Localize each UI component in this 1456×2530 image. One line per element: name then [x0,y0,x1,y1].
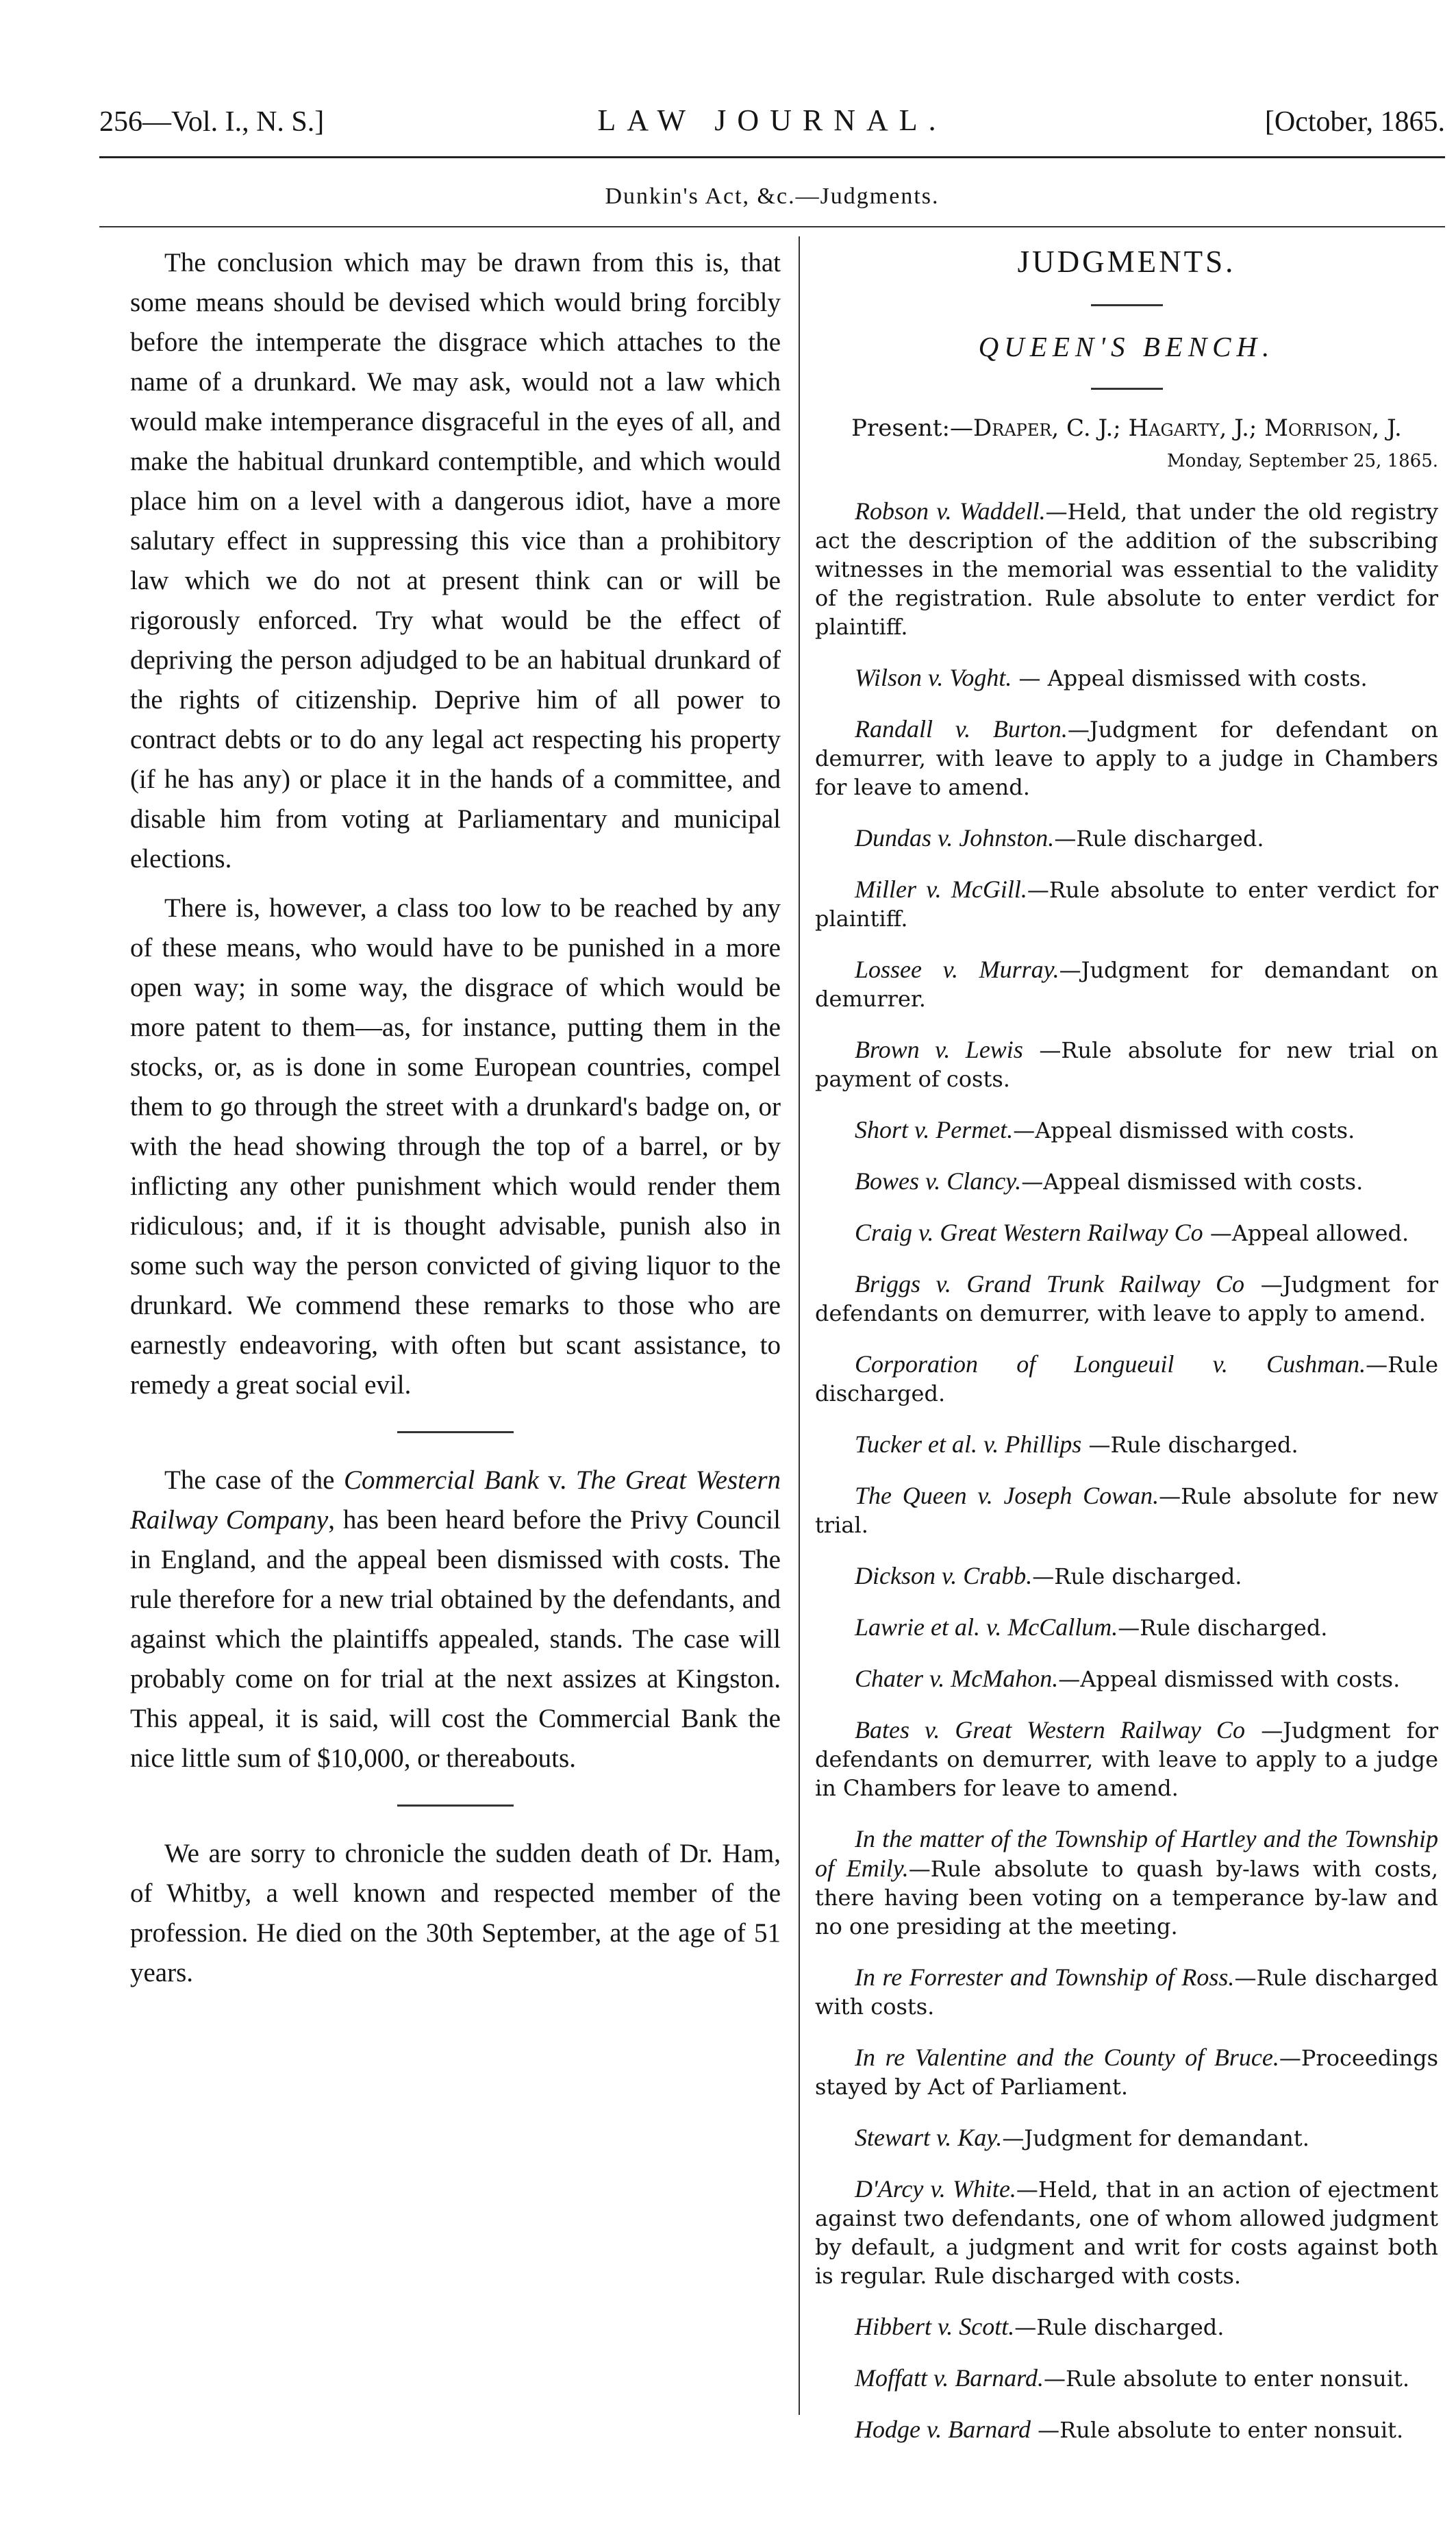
case-name: Corporation of Longueuil v. Cushman. [855,1350,1366,1378]
judgment-entry [815,2123,1438,2153]
sitting-date: Monday, September 25, 1865. [1166,451,1438,471]
case-name: Bowes v. Clancy. [855,1167,1022,1195]
judgment-entry [815,1269,1438,1328]
judgment-text: —Rule absolute for new trial. [815,1483,1438,1538]
judgment-entry [815,955,1438,1013]
judgment-entry [815,1035,1438,1093]
plaintiff-name: Commercial Bank [343,1465,539,1495]
judgment-text: —Proceedings stayed by Act of Parliament. [815,2045,1438,2100]
article-paragraph: The conclusion which may be drawn from this is, that some means should be devised which would bring forcibly before the intemperate the disgrace which attaches to the name of a drunkard. We may ask, would not a law which would make intemperance disgraceful in the eyes of all, and make the habitual drunkard contemptible, and which would place him on a level with a dangerous idiot, have a more salutary effect in suppressing this vice than a prohibitory law which we do not at present think can or will be rigorously enforced. Try what would be the effect of depriving the person adjudged to be an habitual drunkard of the rights of citizenship. Deprive him of all power to contract debts or to do any legal act respecting his property (if he has any) or place it in the hands of a committee, and disable him from voting at Parliamentary and municipal elections. [130,248,781,873]
judgments-heading: JUDGMENTS. [1017,245,1236,279]
left-column [130,243,781,1993]
judgment-entry [815,2043,1438,2101]
case-name: In re Valentine and the County of Bruce. [855,2044,1279,2071]
article-paragraph: There is, however, a class too low to be reached by any of these means, who would have to be punished in a more open way; in some way, the disgrace of which would be more patent to them—as, for instance, putting them in the stocks, or, as is done in some European countries, compel them to go through the street with a drunkard's badge on, or with the head showing through the top of a barrel, or by inflicting any other punishment which would render them ridiculous; and, if it is thought advisable, punish also in some such way the person convicted of giving liquor to the drunkard. We commend these remarks to those who are earnestly endeavoring, with often but scant assistance, to remedy a great social evil. [130,893,781,1400]
case-name: Briggs v. Grand Trunk Railway Co [855,1270,1245,1298]
commercial-bank-paragraph [130,1461,781,1778]
judge-names: Draper, C. J.; Hagarty, J.; Morrison, J. [973,414,1402,442]
judgment-text: —Rule absolute to enter nonsuit. [1043,2366,1409,2392]
judgment-text: —Rule absolute to enter verdict for plaintiff. [815,877,1439,932]
judgment-text: —Rule absolute for new trial on payment of costs. [815,1037,1438,1092]
judgment-entry [815,1481,1438,1539]
judgment-entry [815,1167,1438,1196]
case-name: Hibbert v. Scott. [855,2313,1015,2340]
judgment-text: —Judgment for demandant on demurrer. [815,957,1438,1012]
judgment-entry [815,1963,1438,2021]
judgment-text: —Appeal dismissed with costs. [1058,1666,1401,1692]
judgment-text: — Appeal dismissed with costs. [1012,665,1368,691]
case-name: Lawrie et al. v. McCallum. [855,1613,1118,1641]
case-name: Robson v. Waddell. [855,497,1046,525]
case-name: Brown v. Lewis [855,1036,1023,1063]
judgment-text: —Judgment for defendant on demurrer, with leave to apply to a judge in Chambers for leave to amend. [815,717,1438,800]
short-rule [1091,304,1163,306]
court-heading: QUEEN'S BENCH. [978,331,1275,362]
judgment-list [815,497,1438,2444]
judgment-entry [815,1824,1438,1941]
judgment-entry [815,2415,1438,2444]
judgment-text: —Rule discharged. [1032,1563,1242,1589]
judgment-text: —Judgment for demandant. [1002,2125,1309,2151]
judgment-text: —Rule absolute to quash by-laws with costs, there having been voting on a temperance by-law and no one presiding at the meeting. [815,1856,1438,1939]
judgment-entry [815,2364,1438,2393]
case-name: Lossee v. Murray. [855,956,1059,983]
defendant-name: The Great Western Railway Company [130,1465,781,1535]
case-name: Randall v. Burton. [855,715,1068,743]
paragraph-body: , has been heard before the Privy Council in England, and the appeal been dismissed with costs. The rule therefore for a new trial obtained by the defendants, and against which the plaintiffs appealed, stands. The case will probably come on for trial at the next assizes at Kingston. This appeal, it is said, will cost the Commercial Bank the nice little sum of $10,000, or thereabouts. [130,1505,781,1773]
running-head [99,103,1445,151]
journal-title: LAW JOURNAL. [597,103,947,137]
judgment-text: —Rule discharged with costs. [815,1965,1439,2020]
judgment-entry [815,823,1438,853]
case-name: Wilson v. Voght. [855,664,1012,691]
short-rule [1091,388,1163,390]
judgment-entry [815,497,1438,641]
case-name: Short v. Permet. [855,1116,1014,1143]
judgment-text: —Rule discharged. [1118,1615,1328,1641]
judgment-entry [815,663,1438,693]
case-name: Craig v. Great Western Railway Co [855,1219,1203,1246]
judgment-text: —Appeal allowed. [1203,1220,1409,1246]
case-name: Miller v. McGill. [855,876,1027,903]
judgment-entry [815,2174,1438,2290]
judgment-entry [815,1715,1438,1802]
versus-text: v. [538,1465,576,1495]
present-label: Present:— [851,414,974,442]
present-judges [815,412,1438,445]
case-name: Tucker et al. v. Phillips [855,1430,1082,1458]
judgment-text: —Rule discharged. [1081,1432,1298,1458]
judgment-entry [815,1430,1438,1459]
section-heading: Dunkin's Act, &c.—Judgments. [605,184,940,209]
case-name: The Queen v. Joseph Cowan. [855,1482,1159,1509]
judgment-entry [815,1561,1438,1591]
lead-text: The case of the [164,1465,344,1495]
case-name: Moffatt v. Barnard. [855,2364,1044,2392]
judgment-text: —Held, that in an action of ejectment against two defendants, one of whom allowed judgment by default, a judgment and writ for costs against both is regular. Rule discharged with costs. [815,2176,1438,2289]
judgment-entry [815,1218,1438,1248]
obituary-paragraph: We are sorry to chronicle the sudden death of Dr. Ham, of Whitby, a well known and respected member of the profession. He died on the 30th September, at the age of 51 years. [130,1839,781,1987]
case-name: In the matter of the Township of Hartley and the Township of Emily. [815,1825,1438,1882]
right-column [815,241,1438,2448]
case-name: Chater v. McMahon. [855,1665,1059,1692]
judgment-text: —Appeal dismissed with costs. [1021,1169,1364,1195]
separator-rule [397,1431,514,1433]
judgment-text: —Rule discharged. [815,1352,1438,1406]
judgment-entry [815,1115,1438,1145]
issue-date: [October, 1865. [1264,106,1445,138]
judgment-entry [815,1664,1438,1694]
separator-rule [397,1805,514,1807]
case-name: In re Forrester and Township of Ross. [855,1963,1235,1991]
case-name: Hodge v. Barnard [855,2416,1031,2443]
judgment-text: —Rule discharged. [1014,2314,1225,2340]
section-rule [99,226,1445,227]
judgment-text: —Rule discharged. [1054,826,1264,852]
case-name: Stewart v. Kay. [855,2124,1003,2151]
judgment-text: —Rule absolute to enter nonsuit. [1030,2417,1404,2443]
header-rule [99,156,1445,158]
judgment-text: —Held, that under the old registry act the description of the addition of the subscribing witnesses in the memorial was essential to the validity of the registration. Rule absolute to enter verdict for plaintiff. [815,499,1438,640]
column-divider [799,236,800,2415]
judgment-entry [815,2312,1438,2342]
case-name: Dickson v. Crabb. [855,1562,1033,1589]
case-name: Dundas v. Johnston. [855,824,1055,852]
judgment-entry [815,875,1438,933]
judgment-entry [815,715,1438,802]
volume-label: 256—Vol. I., N. S.] [99,106,325,138]
judgment-text: —Appeal dismissed with costs. [1013,1117,1355,1143]
case-name: D'Arcy v. White. [855,2175,1016,2203]
judgment-entry [815,1613,1438,1642]
judgment-text: —Judgment for defendants on demurrer, with leave to apply to amend. [815,1272,1438,1326]
case-name: Bates v. Great Western Railway Co [855,1716,1245,1744]
judgment-entry [815,1350,1438,1408]
judgment-text: —Judgment for defendants on demurrer, with leave to apply to a judge in Chambers for leave to amend. [815,1717,1438,1801]
